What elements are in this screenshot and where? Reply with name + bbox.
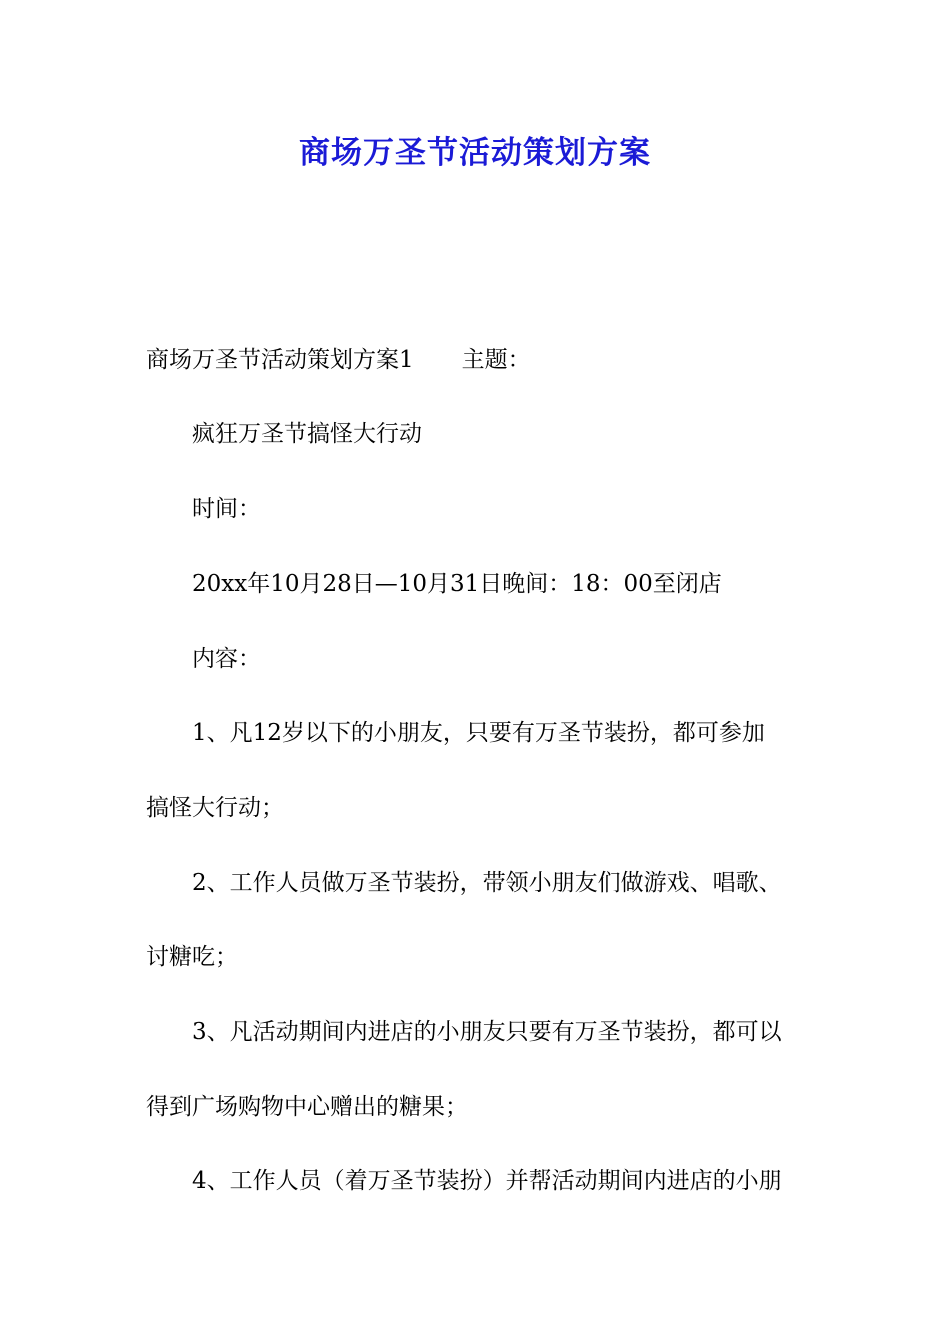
section-heading-line <box>146 343 531 377</box>
content-item-1-line-2: 搞怪大行动； <box>146 795 284 821</box>
content-item-3-line-1: 3、凡活动期间内进店的小朋友只要有万圣节装扮，都可以 <box>192 1019 782 1045</box>
time-value: 20xx年10月28日—10月31日晚间：18：00至闭店 <box>192 571 722 597</box>
time-label: 时间： <box>192 496 261 522</box>
section-heading: 商场万圣节活动策划方案1 <box>146 347 414 373</box>
content-item-1-line-1: 1、凡12岁以下的小朋友，只要有万圣节装扮，都可参加 <box>192 720 765 746</box>
content-item-3-line-2: 得到广场购物中心赠出的糖果； <box>146 1094 468 1120</box>
theme-value: 疯狂万圣节搞怪大行动 <box>192 421 422 447</box>
content-item-4-line-1: 4、工作人员（着万圣节装扮）并帮活动期间内进店的小朋 <box>192 1168 782 1194</box>
content-item-2-line-1: 2、工作人员做万圣节装扮，带领小朋友们做游戏、唱歌、 <box>192 870 782 896</box>
theme-label: 主题： <box>461 347 531 373</box>
content-item-2-line-2: 讨糖吃； <box>146 944 238 970</box>
document-title: 商场万圣节活动策划方案 <box>299 135 651 171</box>
content-label: 内容： <box>192 646 261 672</box>
